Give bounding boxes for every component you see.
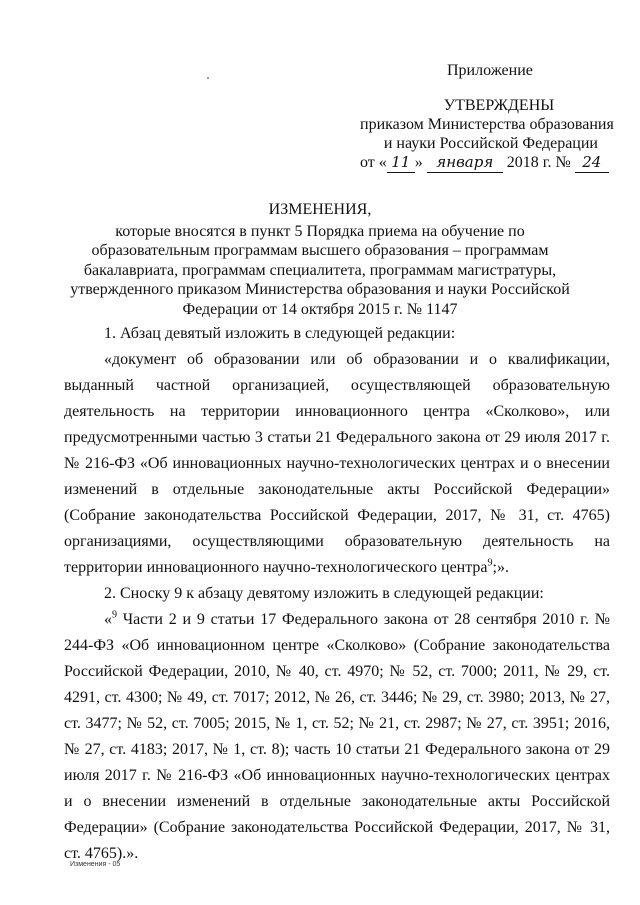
appendix-label: Приложение: [447, 62, 533, 79]
paragraph-3: 2. Сноску 9 к абзацу девятому изложить в следующей редакции:: [104, 585, 544, 602]
date-mid: »: [414, 154, 423, 171]
paragraph-4-open: «: [104, 611, 112, 628]
approved-line-2: и науки Российской Федерации: [383, 135, 598, 152]
footnote-mark: 9: [487, 557, 493, 569]
date-year: 2018 г. №: [506, 154, 571, 171]
date-prefix: от «: [360, 154, 387, 171]
title-subtitle: которые вносятся в пункт 5 Порядка приема на обучение по образовательным программам высшего образования – программам бакалавриата, программам специалитета, программам магистратуры, утвержденного приказом Министерства образования и науки Российской Федерации от 14 октября 2015 г. № 1147: [70, 222, 570, 318]
document-title: [60, 200, 580, 319]
footnote-mark-2: 9: [112, 609, 117, 621]
handwritten-order-number: 24: [575, 153, 609, 173]
approval-block: [360, 96, 614, 173]
paragraph-2: [64, 347, 610, 581]
paragraph-4-text: Части 2 и 9 статьи 17 Федерального закона от 28 сентября 2010 г. № 244-ФЗ «Об инновационном центре «Сколково» (Собрание законодательства Российской Федерации, 2010, № 40, ст. 4970; № 52, ст. 7000; 2011, № 29, ст. 4291, ст. 4300; № 49, ст. 7017; 2012, № 26, ст. 3446; № 29, ст. 3980; 2013, № 27, ст. 3477; № 52, ст. 7005; 2015, № 1, ст. 52; № 21, ст. 2987; № 27, ст. 3951; 2016, № 27, ст. 4183; 2017, № 1, ст. 8); часть 10 статьи 21 Федерального закона от 29 июля 2017 г. № 216-ФЗ «Об инновационных научно-технологических центрах и о внесении изменений в отдельные законодательные акты Российской Федерации» (Собрание законодательства Российской Федерации, 2017, № 31, ст. 4765).».: [64, 611, 610, 862]
approved-title: УТВЕРЖДЕНЫ: [443, 97, 555, 114]
paragraph-1: 1. Абзац девятый изложить в следующей редакции:: [104, 325, 456, 342]
approval-date-line: [360, 153, 602, 173]
scan-speck: [207, 77, 209, 79]
paragraph-2-tail: ;».: [492, 559, 509, 576]
title-main: ИЗМЕНЕНИЯ,: [268, 201, 372, 218]
document-body: [64, 321, 610, 867]
handwritten-day: 11: [387, 153, 415, 173]
paragraph-2-text: «документ об образовании или об образовании и о квалификации, выданный частной организацией, осуществляющей образовательную деятельность на территории инновационного центра «Сколково», или предусмотренными частью 3 статьи 21 Федерального закона от 29 июля 2017 г. № 216-ФЗ «Об инновационных научно-технологических центрах и о внесении изменений в отдельные законодательные акты Российской Федерации» (Собрание законодательства Российской Федерации, 2017, № 31, ст. 4765) организациями, осуществляющими образовательную деятельность на территории инновационного научно-технологического центра: [64, 351, 610, 576]
approved-line-1: приказом Министерства образования: [360, 116, 614, 133]
paragraph-4: [64, 607, 610, 867]
handwritten-month: января: [427, 153, 503, 173]
footer-label: Изменения - 05: [70, 861, 121, 868]
